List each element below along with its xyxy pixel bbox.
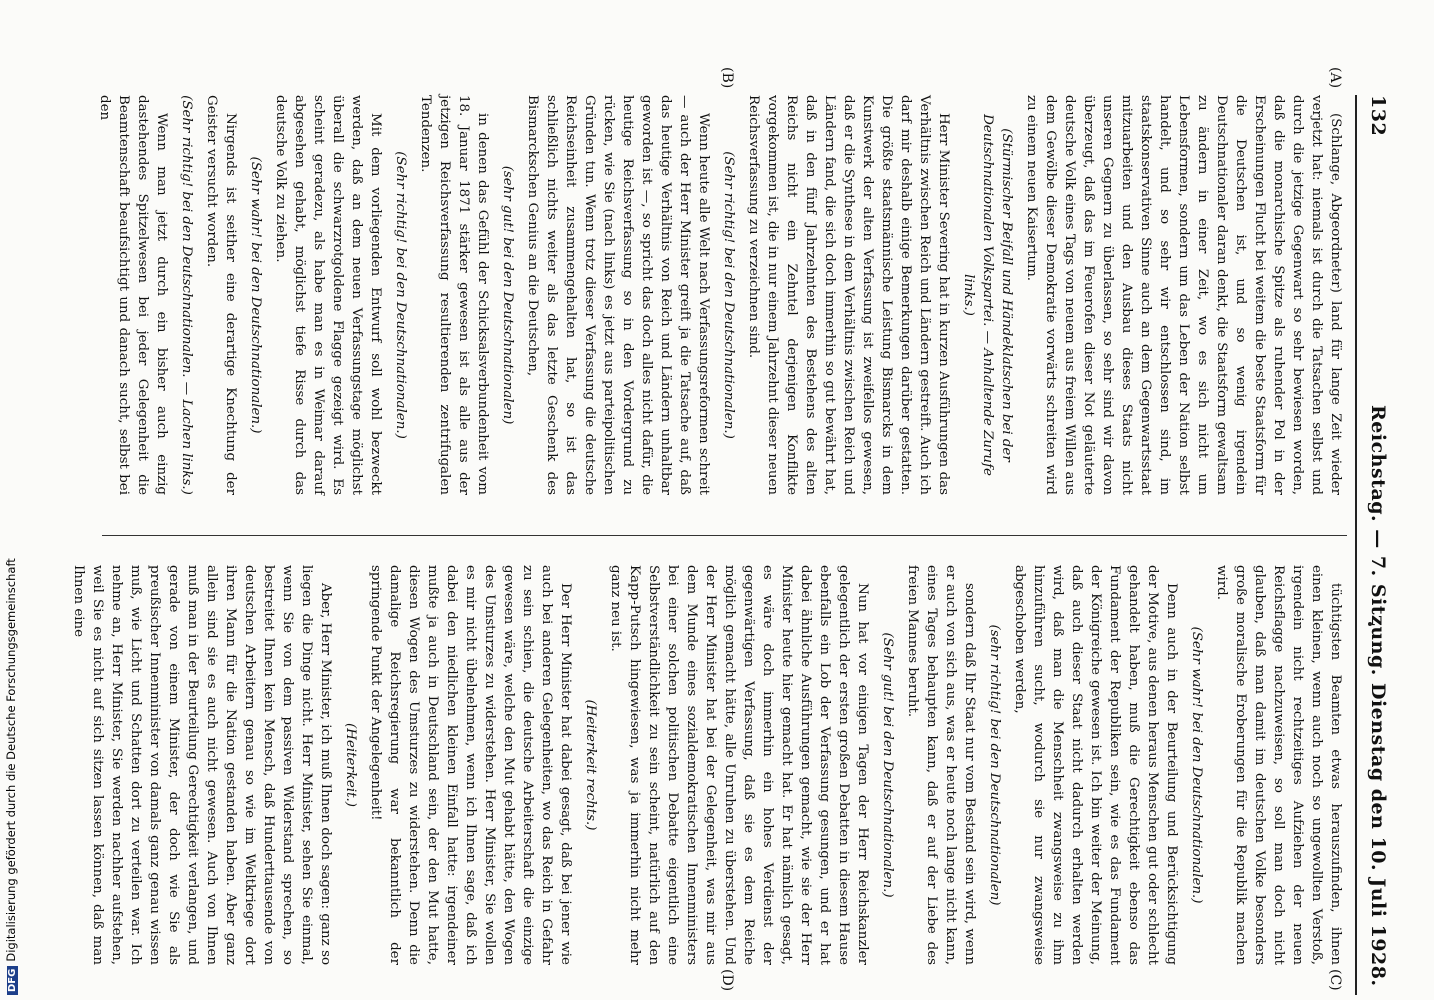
rotated-page bbox=[71, 67, 1395, 995]
speech-paragraph: Denn auch in der Beurteilung und Berücksichtigung der Motive, aus denen heraus Menschen gut oder schlecht gehandelt haben, muß die Gerechtigkeit ebenso das Fundament der Republiken sein, wie es das Fundament der Königreiche gewesen ist. Ich bin weiter der Meinung, daß auch dieser Staat nicht dadurch erhalten werden wird, daß man die Menschheit zwangsweise zu ihm hinzuführen sucht, wodurch sie nur zwangsweise abgeschoben werden, bbox=[1012, 565, 1179, 965]
margin-marker-d: (D) bbox=[719, 969, 735, 992]
speech-paragraph: sondern daß Ihr Staat nur vom Bestand sein wird, wenn er auch von sich aus, was er heute noch lange nicht kann, eines Tages behaupten kann, daß er auf der Liebe des freien Mannes beruht. bbox=[905, 565, 977, 965]
speech-paragraph: (Schlange, Abgeordneter) land für lange Zeit wieder verjetzt hat: niemals ist durch die Tatsachen selbst und durch die jetzige Gegenwart so sehr bewiesen worden, daß die monarchische Spitze als ruhender Pol in der Erscheinungen Flucht bei weitem die beste Staatsform für die Deutschen ist, und so wenig irgendein Deutschnationaler daran denkt, die Staatsform gewaltsam zu ändern in einer Zeit, wo es sich nicht um Lebensformen, sondern um das Leben der Nation selbst handelt, und so sehr wir entschlossen sind, im staatskonservativen Sinne auch an dem Gegenwartsstaat mitzuarbeiten und den Ausbau dieses Staats nicht unseren Gegnern zu überlassen, so sehr sind wir davon überzeugt, daß das im Feuerofen dieser Not geläuterte deutsche Volk eines Tags von neuem aus freiem Willen aus dem Gewölbe dieser Demokratie vorwärts schreiten wird zu einem neuen Kaisertum. bbox=[1024, 95, 1343, 495]
page-title: Reichstag. — 7. Sitzung. Dienstag den 10. Juli 1928. bbox=[1367, 405, 1389, 987]
speech-paragraph: Nirgends ist seither eine derartige Knechtung der Geister versucht worden. bbox=[204, 95, 238, 495]
parliament-interjection: (Sehr gut! bei den Deutschnationalen.) bbox=[880, 632, 895, 898]
margin-marker-b: (B) bbox=[719, 67, 735, 89]
parliament-interjection: (Sehr wahr! bei den Deutschnationalen.) bbox=[248, 156, 263, 434]
parliament-interjection: (Heiterkeit.) bbox=[343, 723, 358, 807]
speech-paragraph: Herr Minister Severing hat in kurzen Ausführungen das Verhältnis zwischen Reich und Ländern gestreift. Auch ich darf mir deshalb einige Bemerkungen darüber gestatten. Die größte staatsmännische Leistung Bismarcks in dem Kunstwerk der alten Verfassung ist zweifellos gewesen, daß er die Synthese in dem Verhältnis zwischen Reich und Ländern fand, die sich doch immerhin so gut bewährt hat, daß in den fünf Jahrzehnten des Bestehens des alten Reichs nicht ein Zehntel derjenigen Konflikte vorgekommen ist, die in nur einem Jahrzehnt dieser neuen Reichsverfassung zu verzeichnen sind. bbox=[746, 95, 951, 495]
digitization-credit bbox=[4, 558, 18, 995]
speech-paragraph: Aber, Herr Minister, ich muß Ihnen doch sagen: ganz so liegen die Dinge nicht. Herr Minister, sehen Sie einmal, wenn Sie von dem passiven Widerstand sprechen, so bestreitet Ihnen kein Mensch, daß Hunderttausende von deutschen Arbeitern genau so wie im Weltkriege dort ihren Mann für die Nation gestanden haben. Aber ganz allein sind sie es auch nicht gewesen. Auch von Ihnen muß man in der Beurteilung Gerechtigkeit verlangen, und gerade von einem Minister, der doch wie Sie als preußischer Innenminister von damals ganz genau wissen muß, wie Licht und Schatten dort zu verteilen war. Ich nehme an, Herr Minister, Sie werden nachher aufstehen, weil Sie es nicht auf sich sitzen lassen können, daß man Ihnen eine bbox=[71, 565, 333, 965]
dfg-logo: DFG bbox=[7, 966, 18, 995]
parliament-interjection: (Sehr richtig! bei den Deutschnationalen.) bbox=[393, 151, 408, 439]
parliament-interjection: (sehr gut! bei den Deutschnationalen) bbox=[500, 165, 515, 425]
speech-paragraph: Nun hat vor einigen Tagen der Herr Reichskanzler gelegentlich der ersten großen Debatten in diesem Hause ebenfalls ein Lob der Verfassung gesungen, und er hat dabei ähnliche Ausführungen gemacht, wie sie der Herr Minister heute hier gemacht hat. Er hat nämlich gesagt, es wäre doch immerhin ein hohes Verdienst der gegenwärtigen Verfassung, daß sie es dem Reiche möglich gemacht hätte, alle Unruhen zu überstehen. Und der Herr Minister hat bei der Gelegenheit, was mir aus dem Munde eines sozialdemokratischen Innenministers bei einer solchen politischen Debatte eigentlich eine Selbstverständlichkeit zu sein scheint, natürlich auf den Kapp-Putsch hingewiesen, was ja immerhin nicht mehr ganz neu ist. bbox=[608, 565, 870, 965]
right-text-column bbox=[71, 565, 1345, 965]
speech-paragraph: Wenn heute alle Welt nach Verfassungsreformen schreit — auch der Herr Minister greift ja die Tatsache auf, daß das heutige Verhältnis von Reich und Ländern unhaltbar geworden ist —, so spricht das doch alles nicht dafür, die heutige Reichsverfassung so in den Vordergrund zu rücken, wie Sie (nach links) es jetzt aus parteipolitischen Gründen tun. Wenn trotz dieser Verfassung die deutsche Reichseinheit zusammengehalten hat, so ist das schließlich nichts weiter als das letzte Geschenk des Bismarckschen Genius an die Deutschen, bbox=[525, 95, 711, 495]
margin-marker-a: (A) bbox=[1327, 67, 1343, 89]
speech-paragraph: Der Herr Minister hat dabei gesagt, daß bei jener wie auch bei anderen Gelegenheiten, wo das Reich in Gefahr zu sein schien, die deutsche Arbeiterschaft die einzige gewesen wäre, welche den Mut gehabt hätte, den Wogen des Umsturzes zu widerstehen. Herr Minister, Sie wollen es mir nicht übelnehmen, wenn ich Ihnen sage, daß ich dabei den niedlichen kleinen Einfall hatte: irgendeiner mußte ja auch in Deutschland sein, der den Mut hatte, diesen Wogen des Umsturzes zu widerstehen. Denn die damalige Reichsregierung war bekanntlich der springende Punkt der Angelegenheit! bbox=[368, 565, 573, 965]
parliament-interjection: (Sehr richtig! bei den Deutschnationalen.) bbox=[721, 151, 736, 439]
margin-marker-c: (C) bbox=[1327, 969, 1343, 991]
page-header bbox=[1355, 95, 1395, 995]
speech-paragraph: in denen das Gefühl der Schicksalsverbundenheit vom 18. Januar 1871 stärker gewesen ist als alle aus der jetzigen Reichsverfassung resultierenden zentrifugalen Tendenzen. bbox=[418, 95, 490, 495]
credit-text: Digitalisierung gefördert durch die Deutsche Forschungsgemeinschaft bbox=[4, 558, 18, 962]
speech-paragraph: Wenn man jetzt durch ein bisher auch einzig dastehendes Spitzelwesen bei jeder Gelegenheit die Beamtenschaft beaufsichtigt und danach sucht, selbst bei den bbox=[97, 95, 169, 495]
speech-paragraph: Mit dem vorliegenden Entwurf soll wohl bezweckt werden, daß an dem neuen Verfassungstage möglichst überall die schwarzrotgoldene Flagge gezeigt wird. Es scheint geradezu, als habe man es in Weimar darauf abgesehen gehabt, möglichst tiefe Risse durch das deutsche Volk zu ziehen. bbox=[273, 95, 383, 495]
parliament-interjection: (Stürmischer Beifall und Händeklatschen bei der Deutschnationalen Volkspartei. — Anhaltende Zurufe links.) bbox=[961, 114, 1014, 476]
speech-paragraph: tüchtigsten Beamten etwas herauszufinden, ihnen einen kleinen, wenn auch noch so ungewollten Verstoß, irgendein nicht rechtzeitiges Aufziehen der neuen Reichsflagge nachzuweisen, so soll man doch nicht glauben, daß man damit im deutschen Volke besonders große moralische Eroberungen für die Republik machen wird. bbox=[1214, 565, 1343, 965]
parliament-interjection: (Sehr richtig! bei den Deutschnationalen. — Lachen links.) bbox=[179, 95, 194, 495]
parliament-interjection: (sehr richtig! bei den Deutschnationalen) bbox=[987, 624, 1002, 906]
page-number: 132 bbox=[1367, 95, 1389, 137]
parliament-interjection: (Sehr wahr! bei den Deutschnationalen.) bbox=[1189, 626, 1204, 904]
column-divider bbox=[102, 535, 1347, 536]
left-text-column bbox=[97, 95, 1345, 495]
header-rule bbox=[1355, 95, 1357, 995]
parliament-interjection: (Heiterkeit rechts.) bbox=[583, 699, 598, 831]
